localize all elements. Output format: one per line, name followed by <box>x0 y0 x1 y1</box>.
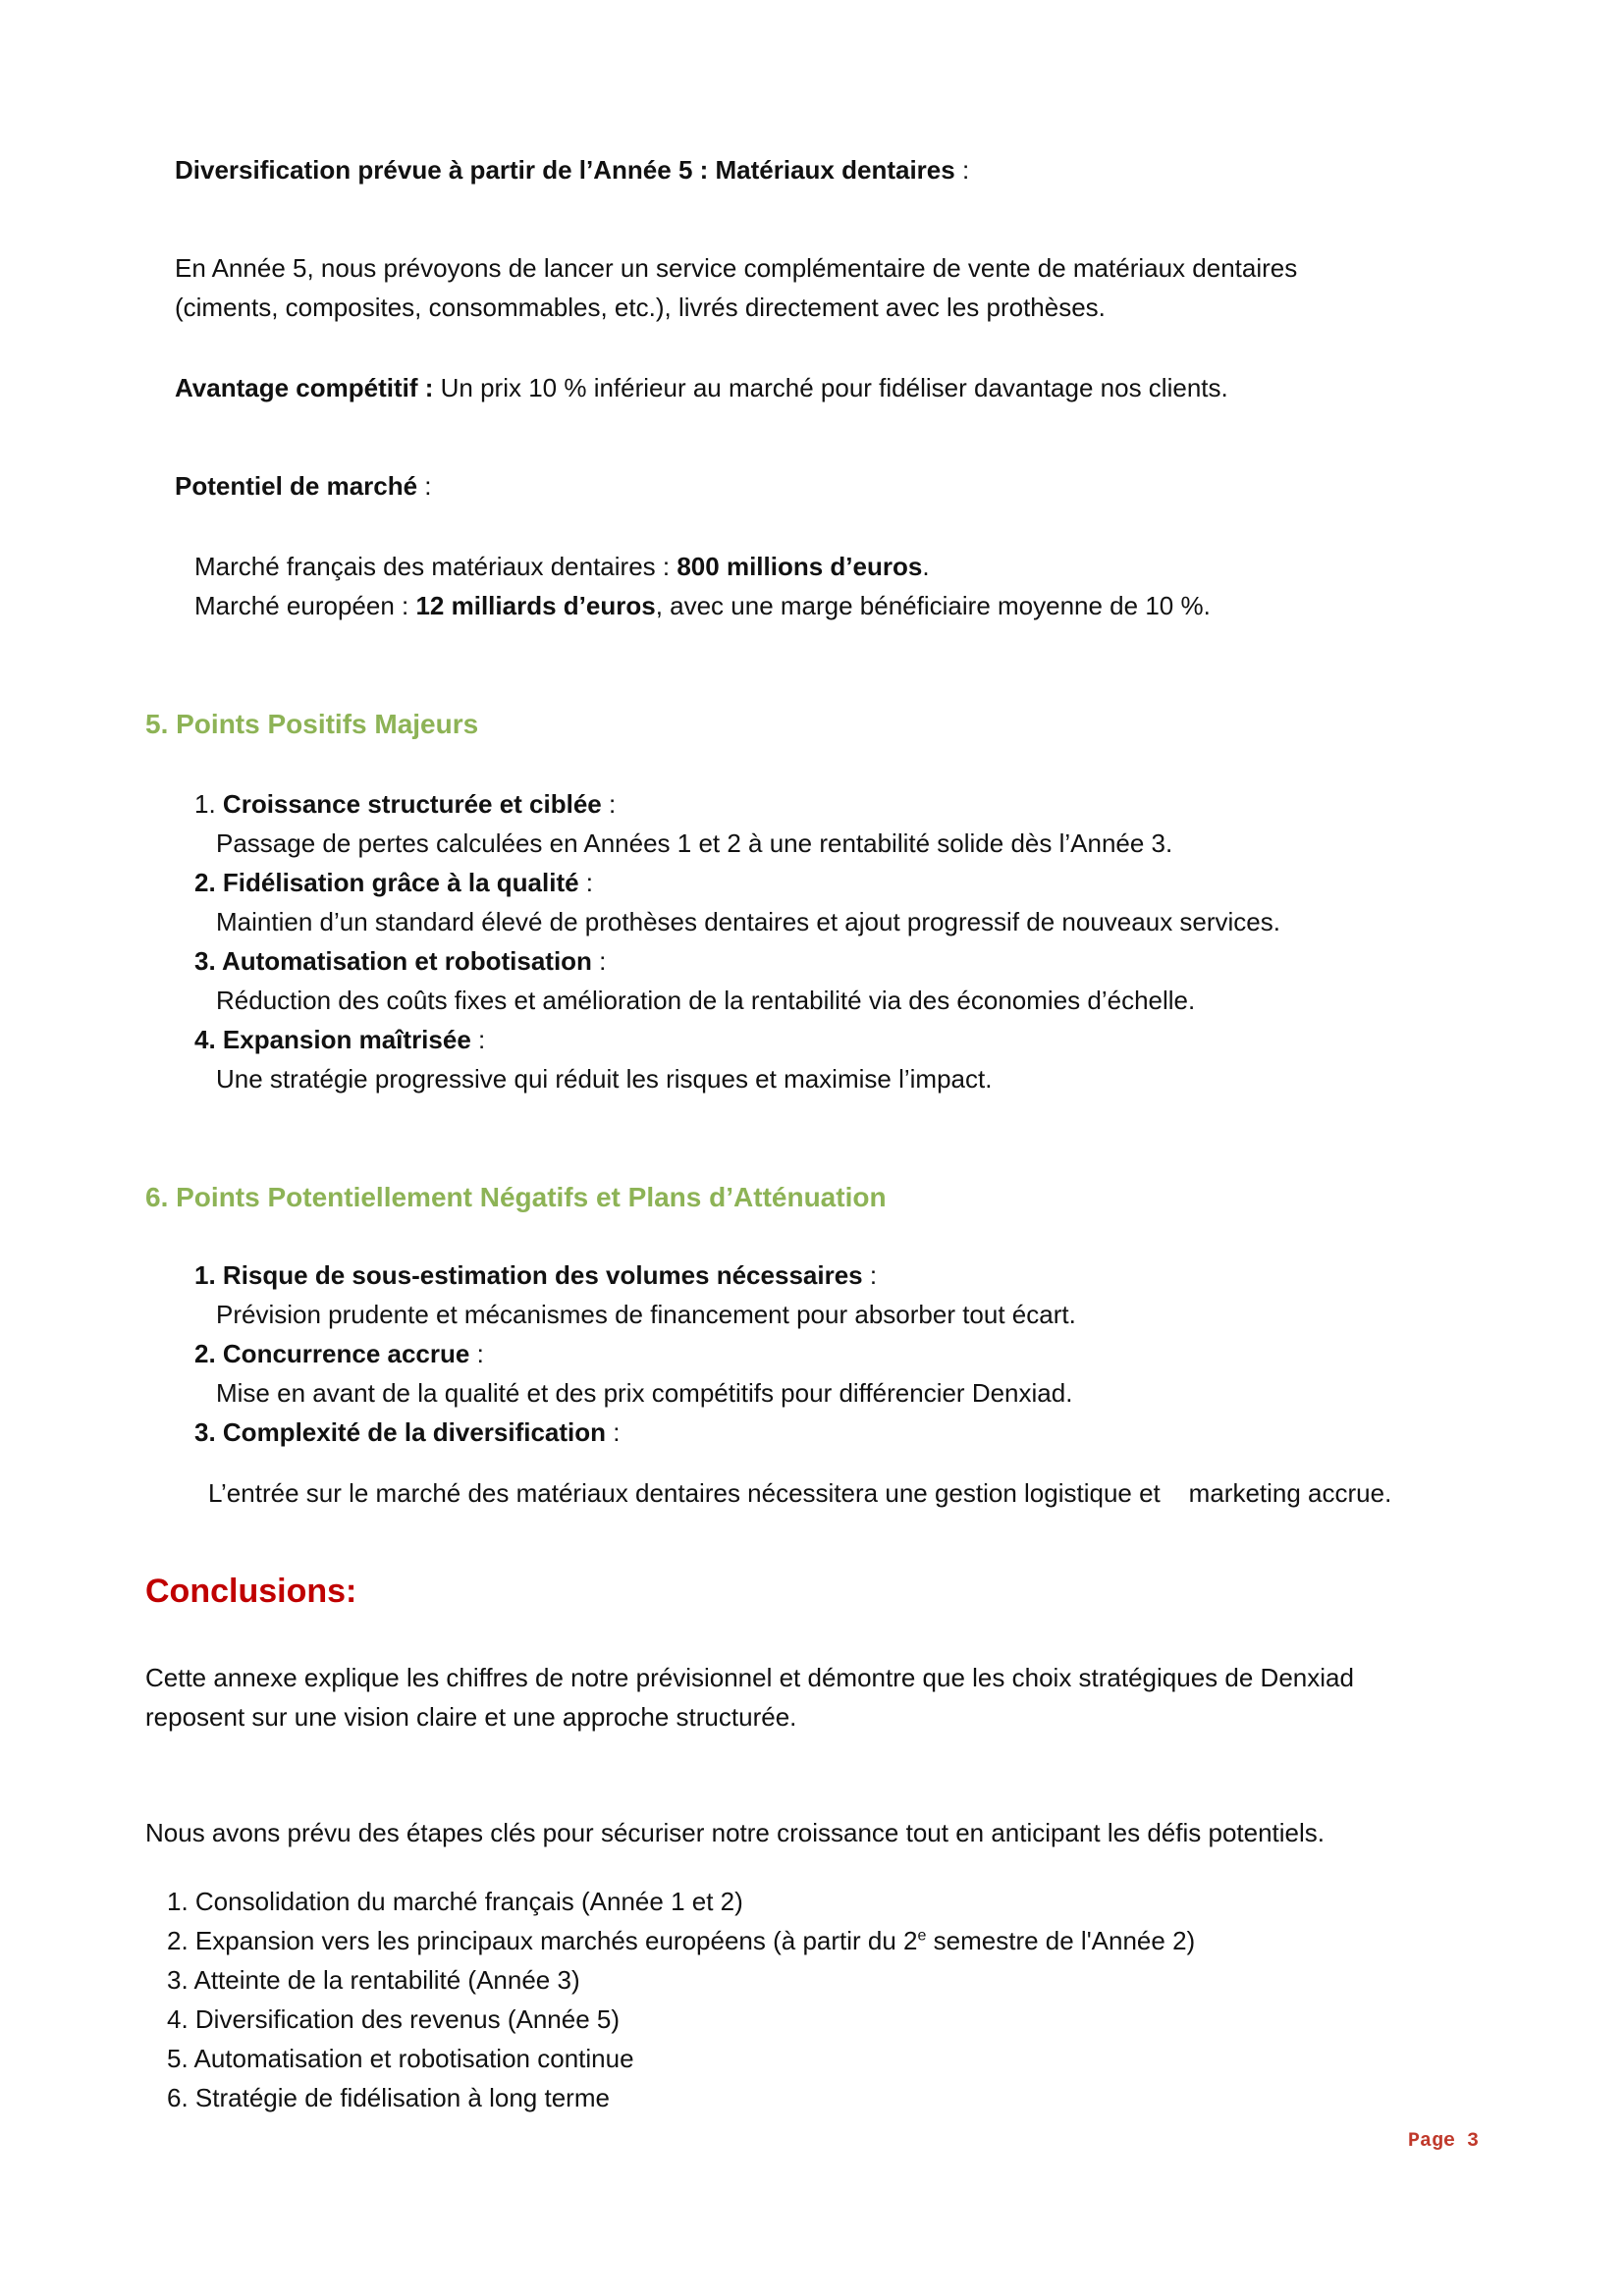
conclusions-para1-line1: Cette annexe explique les chiffres de notre prévisionnel et démontre que les choix stratégiques de Denxiad <box>145 1663 1354 1692</box>
diversification-heading: Diversification prévue à partir de l’Année 5 : Matériaux dentaires : <box>175 155 970 185</box>
conclusion-step-6: 6. Stratégie de fidélisation à long terme <box>167 2083 610 2112</box>
section5-item-2-title: 2. Fidélisation grâce à la qualité : <box>194 868 594 897</box>
potential-heading: Potentiel de marché : <box>175 471 432 501</box>
conclusion-step-4: 4. Diversification des revenus (Année 5) <box>167 2004 621 2034</box>
conclusion-step-1: 1. Consolidation du marché français (Année 1 et 2) <box>167 1887 743 1916</box>
section6-title: 6. Points Potentiellement Négatifs et Plans d’Atténuation <box>145 1182 887 1212</box>
section5-item-4-desc: Une stratégie progressive qui réduit les risques et maximise l’impact. <box>216 1064 993 1094</box>
conclusion-step-3: 3. Atteinte de la rentabilité (Année 3) <box>167 1965 580 1995</box>
conclusion-step-5: 5. Automatisation et robotisation continue <box>167 2044 634 2073</box>
section6-item-1-desc: Prévision prudente et mécanismes de financement pour absorber tout écart. <box>216 1300 1076 1329</box>
diversification-para-line1: En Année 5, nous prévoyons de lancer un service complémentaire de vente de matériaux dentaires <box>175 253 1298 283</box>
diversification-para-line2: (ciments, composites, consommables, etc.), livrés directement avec les prothèses. <box>175 293 1106 322</box>
section6-item-3-desc: L’entrée sur le marché des matériaux dentaires nécessitera une gestion logistique et marketing accrue. <box>208 1478 1392 1508</box>
section5-item-2-desc: Maintien d’un standard élevé de prothèses dentaires et ajout progressif de nouveaux services. <box>216 907 1280 936</box>
market-fr-line: Marché français des matériaux dentaires : 800 millions d’euros. <box>194 552 930 581</box>
conclusions-para2: Nous avons prévu des étapes clés pour sécuriser notre croissance tout en anticipant les défis potentiels. <box>145 1818 1326 1847</box>
section6-item-2-desc: Mise en avant de la qualité et des prix compétitifs pour différencier Denxiad. <box>216 1378 1073 1408</box>
section5-item-1-desc: Passage de pertes calculées en Années 1 et 2 à une rentabilité solide dès l’Année 3. <box>216 828 1173 858</box>
section6-item-1-title: 1. Risque de sous-estimation des volumes nécessaires : <box>194 1260 878 1290</box>
section6-item-2-title: 2. Concurrence accrue : <box>194 1339 484 1368</box>
section5-item-3-title: 3. Automatisation et robotisation : <box>194 946 607 976</box>
market-eu-line: Marché européen : 12 milliards d’euros, avec une marge bénéficiaire moyenne de 10 %. <box>194 591 1211 620</box>
advantage-line: Avantage compétitif : Un prix 10 % inférieur au marché pour fidéliser davantage nos clients. <box>175 373 1228 402</box>
page-number: Page 3 <box>1408 2130 1480 2153</box>
section5-item-1-title: 1. Croissance structurée et ciblée : <box>194 789 617 819</box>
section6-item-3-title: 3. Complexité de la diversification : <box>194 1417 621 1447</box>
section5-item-4-title: 4. Expansion maîtrisée : <box>194 1025 486 1054</box>
section5-title: 5. Points Positifs Majeurs <box>145 709 479 739</box>
conclusion-step-2: 2. Expansion vers les principaux marchés européens (à partir du 2e semestre de l'Année 2) <box>167 1926 1196 1955</box>
conclusions-para1-line2: reposent sur une vision claire et une approche structurée. <box>145 1702 797 1732</box>
section5-item-3-desc: Réduction des coûts fixes et amélioration de la rentabilité via des économies d’échelle. <box>216 986 1196 1015</box>
conclusions-title: Conclusions: <box>145 1573 357 1610</box>
